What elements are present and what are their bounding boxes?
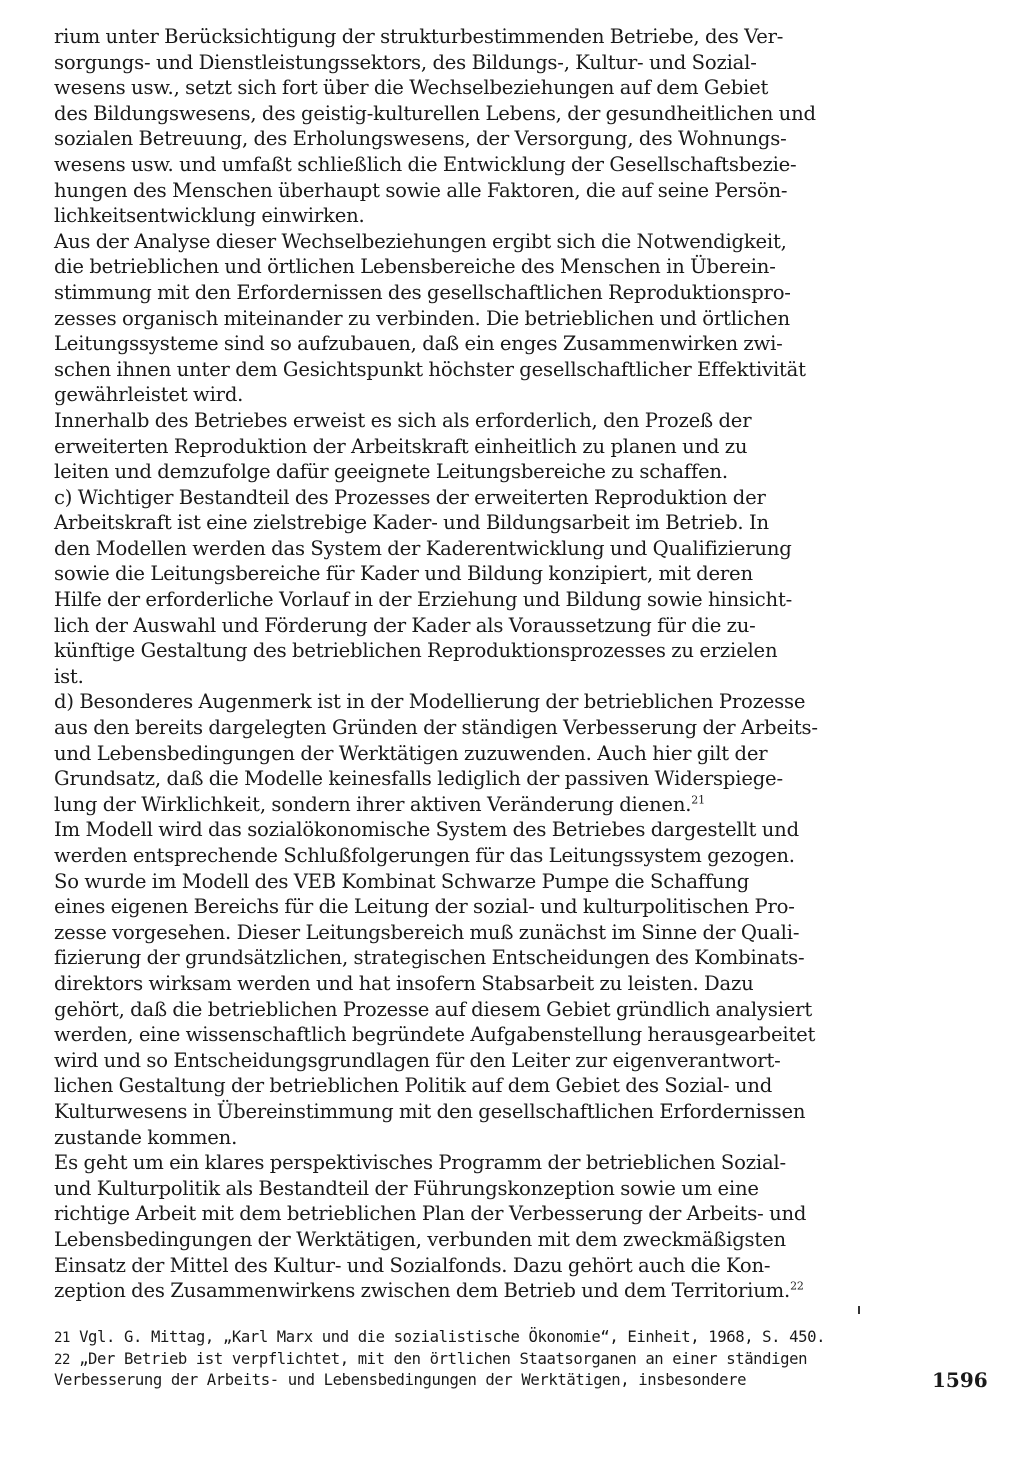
- paragraph-7: [54, 1150, 899, 1304]
- footnote-21-number: 21: [54, 1330, 71, 1346]
- print-mark: [858, 1306, 860, 1314]
- footnotes: [54, 1327, 899, 1391]
- footnote-22: [54, 1349, 899, 1391]
- paragraph-1: rium unter Berücksichtigung der strukturbestimmenden Betriebe, des Ver- sorgungs- und Dienstleistungssektors, des Bildungs-, Kultur- und Sozial- wesens usw., setzt sich fort über die Wechselbeziehungen auf dem Gebiet des Bildungswesens, des geistig-kulturellen Lebens, der gesundheitlichen und sozialen Betreuung, des Erholungswesens, der Versorgung, des Wohnungs- wesens usw. und umfaßt schließlich die Entwicklung der Gesellschaftsbezie- hungen des Menschen überhaupt sowie alle Faktoren, die auf seine Persön- lichkeitsentwicklung einwirken.: [54, 25, 816, 228]
- page-number: 1596: [932, 1368, 988, 1392]
- body-text: [54, 24, 899, 1304]
- paragraph-6: Im Modell wird das sozialökonomische System des Betriebes dargestellt und werden entsprechende Schlußfolgerungen für das Leitungssystem gezogen. So wurde im Modell des VEB Kombinat Schwarze Pumpe die Schaffung eines eigenen Bereichs für die Leitung der sozial- und kulturpolitischen Pro- zesse vorgesehen. Dieser Leitungsbereich muß zunächst im Sinne der Quali- fizierung der grundsätzlichen, strategischen Entscheidungen des Kombinats- direktors wirksam werden und hat insofern Stabsarbeit zu leisten. Dazu gehört, daß die betrieblichen Prozesse auf diesem Gebiet gründlich analysiert werden, eine wissenschaftlich begründete Aufgabenstellung herausgearbeitet wird und so Entscheidungsgrundlagen für den Leiter zur eigenverantwort- lichen Gestaltung der betrieblichen Politik auf dem Gebiet des Sozial- und Kulturwesens in Übereinstimmung mit den gesellschaftlichen Erfordernissen zustande kommen.: [54, 818, 816, 1149]
- paragraph-5: [54, 689, 899, 817]
- paragraph-7-text: Es geht um ein klares perspektivisches Programm der betrieblichen Sozial- und Kulturpolitik als Bestandteil der Führungskonzeption sowie um eine richtige Arbeit mit dem betrieblichen Plan der Verbesserung der Arbeits- und Lebensbedingungen der Werktätigen, verbunden mit dem zweckmäßigsten Einsatz der Mittel des Kultur- und Sozialfonds. Dazu gehört auch die Kon- zeption des Zusammenwirkens zwischen dem Betrieb und dem Territorium.: [54, 1151, 807, 1303]
- paragraph-5-text: d) Besonderes Augenmerk ist in der Modellierung der betrieblichen Prozesse aus den bereits dargelegten Gründen der ständigen Verbesserung der Arbeits- und Lebensbedingungen der Werktätigen zuzuwenden. Auch hier gilt der Grundsatz, daß die Modelle keinesfalls lediglich der passiven Widerspiege- lung der Wirklichkeit, sondern ihrer aktiven Veränderung dienen.: [54, 690, 818, 816]
- footnote-ref-22[interactable]: 22: [790, 1279, 804, 1293]
- footnote-21: [54, 1327, 899, 1349]
- paragraph-3: Innerhalb des Betriebes erweist es sich als erforderlich, den Prozeß der erweiterten Reproduktion der Arbeitskraft einheitlich zu planen und zu leiten und demzufolge dafür geeignete Leitungsbereiche zu schaffen.: [54, 408, 752, 484]
- footnote-22-text: „Der Betrieb ist verpflichtet, mit den örtlichen Staatsorganen an einer ständigen Verbesserung der Arbeits- und Lebensbedingungen der Werktätigen, insbesondere: [54, 1349, 808, 1389]
- paragraph-4: c) Wichtiger Bestandteil des Prozesses der erweiterten Reproduktion der Arbeitskraft ist eine zielstrebige Kader- und Bildungsarbeit im Betrieb. In den Modellen werden das System der Kaderentwicklung und Qualifizierung sowie die Leitungsbereiche für Kader und Bildung konzipiert, mit deren Hilfe der erforderliche Vorlauf in der Erziehung und Bildung sowie hinsicht- lich der Auswahl und Förderung der Kader als Voraussetzung für die zu- künftige Gestaltung des betrieblichen Reproduktionsprozesses zu erzielen ist.: [54, 485, 793, 688]
- footnote-ref-21[interactable]: 21: [691, 793, 705, 807]
- footnote-22-number: 22: [54, 1351, 71, 1368]
- paragraph-2: Aus der Analyse dieser Wechselbeziehungen ergibt sich die Notwendigkeit, die betrieblichen und örtlichen Lebensbereiche des Menschen in Überein- stimmung mit den Erfordernissen des gesellschaftlichen Reproduktionspro- zesses organisch miteinander zu verbinden. Die betrieblichen und örtlichen Leitungssysteme sind so aufzubauen, daß ein enges Zusammenwirken zwi- schen ihnen unter dem Gesichtspunkt höchster gesellschaftlicher Effektivität gewährleistet wird.: [54, 229, 806, 407]
- footnote-21-text: Vgl. G. Mittag, „Karl Marx und die sozialistische Ökonomie“, Einheit, 1968, S. 450.: [79, 1328, 826, 1346]
